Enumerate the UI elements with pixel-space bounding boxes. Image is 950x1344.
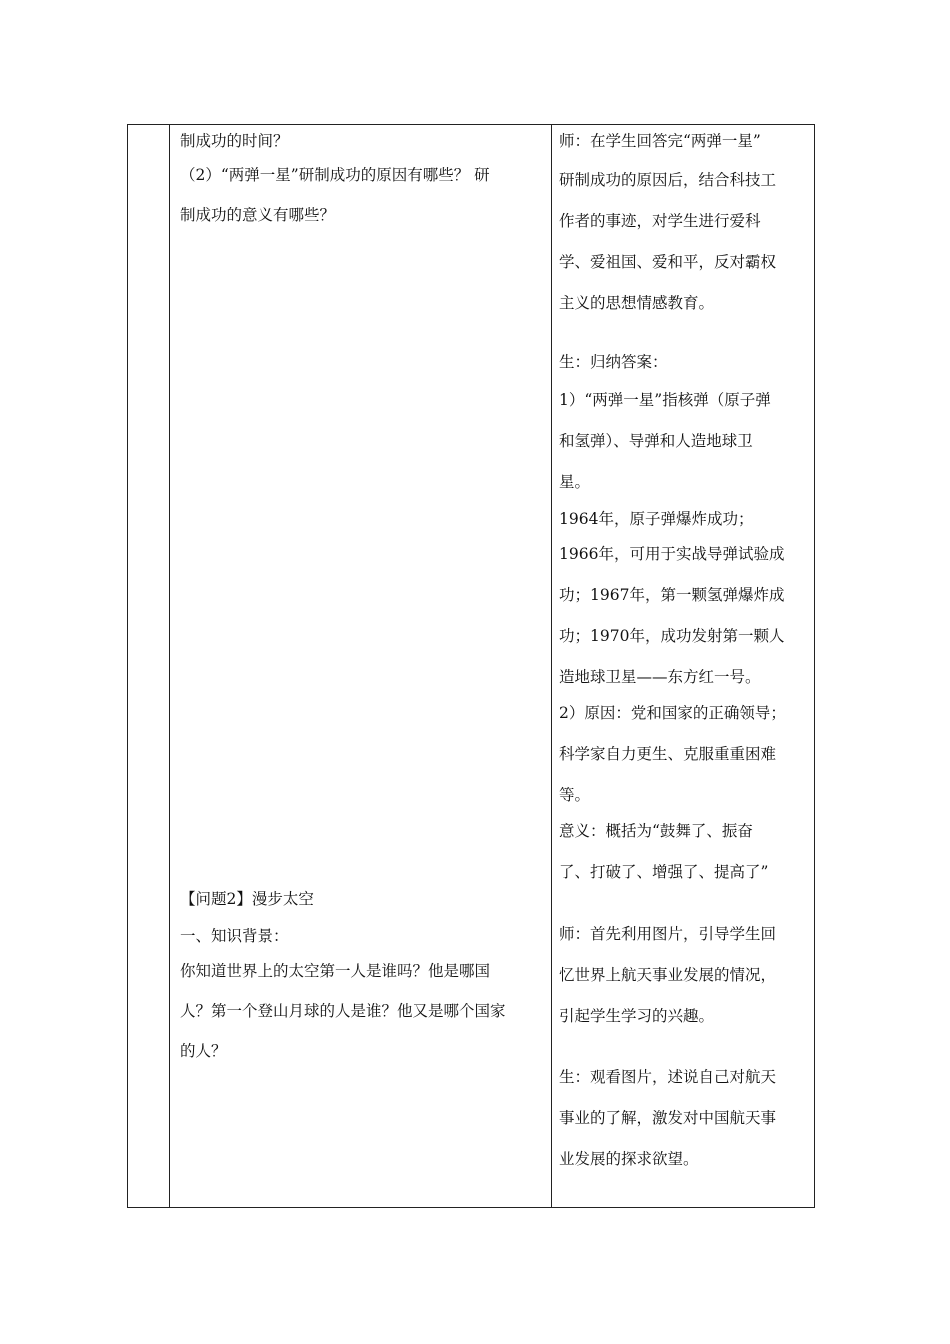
- content-line: 的人？: [180, 1042, 227, 1060]
- content-line: 一、知识背景：: [180, 927, 289, 945]
- lesson-table: [127, 124, 815, 1208]
- activity-line: 事业的了解，激发对中国航天事: [559, 1109, 777, 1127]
- activity-line: 学、爱祖国、爱和平，反对霸权: [559, 253, 777, 271]
- activity-line: 和氢弹）、导弹和人造地球卫: [559, 432, 753, 450]
- activity-line: 业发展的探求欲望。: [559, 1150, 699, 1168]
- activity-line: 1964年，原子弹爆炸成功；: [559, 510, 754, 528]
- activity-line: 科学家自力更生、克服重重困难: [559, 745, 777, 763]
- activity-line: 生：归纳答案：: [559, 353, 668, 371]
- activity-line: 作者的事迹，对学生进行爱科: [559, 212, 761, 230]
- content-line: 人？第一个登山月球的人是谁？他又是哪个国家: [180, 1002, 506, 1020]
- content-line: （2）“两弹一星”研制成功的原因有哪些？ 研: [180, 166, 490, 184]
- activity-line: 研制成功的原因后，结合科技工: [559, 171, 777, 189]
- activity-column: [552, 125, 814, 1207]
- activity-line: 生：观看图片，述说自己对航天: [559, 1068, 777, 1086]
- activity-line: 引起学生学习的兴趣。: [559, 1007, 715, 1025]
- section-heading: 【问题2】漫步太空: [180, 890, 314, 908]
- activity-line: 造地球卫星——东方红一号。: [559, 668, 761, 686]
- content-line: 制成功的意义有哪些？: [180, 206, 336, 224]
- activity-line: 了、打破了、增强了、提高了”: [559, 863, 769, 881]
- activity-line: 功；1967年，第一颗氢弹爆炸成: [559, 586, 785, 604]
- activity-line: 意义：概括为“鼓舞了、振奋: [559, 822, 753, 840]
- index-column: [128, 125, 169, 1207]
- content-line: 你知道世界上的太空第一人是谁吗？他是哪国: [180, 962, 491, 980]
- activity-line: 星。: [559, 473, 591, 491]
- activity-line: 主义的思想情感教育。: [559, 294, 715, 312]
- activity-line: 2）原因：党和国家的正确领导；: [559, 704, 786, 722]
- activity-line: 师：在学生回答完“两弹一星”: [559, 132, 761, 150]
- activity-line: 功；1970年，成功发射第一颗人: [559, 627, 785, 645]
- content-column: [170, 125, 550, 1207]
- activity-line: 等。: [559, 786, 591, 804]
- activity-line: 忆世界上航天事业发展的情况，: [559, 966, 777, 984]
- activity-line: 1966年，可用于实战导弹试验成: [559, 545, 785, 563]
- content-line: 制成功的时间？: [180, 132, 289, 150]
- activity-line: 师：首先利用图片，引导学生回: [559, 925, 777, 943]
- activity-line: 1）“两弹一星”指核弹（原子弹: [559, 391, 771, 409]
